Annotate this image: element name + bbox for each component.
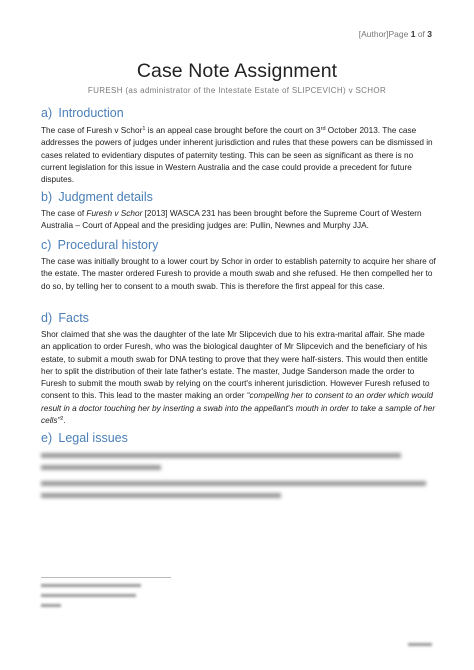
footnote-item [41, 604, 61, 607]
page-total: 3 [427, 29, 432, 39]
facts-paragraph: Shor claimed that she was the daughter of the late Mr Slipcevich due to his extra-marital affair. She made an application to order Furesh, who was the biological daughter of Mr Slipcevich and the beneficiary of his estate, to submit a mouth swab for DNA testing to prove that they were half-sisters. This would then entitle her to split the distribution of their late father's estate. The master, Judge Sanderson made the order to Furesh to submit the mouth swab by relying on the court's inherent jurisdiction. However Furesh refused to consent to this. This lead to the master making an order “compelling her to consent to an order which would result in a doctor touching her by inserting a swab into the appellant's mouth in order to take a sample of her cells”$^2$. [41, 330, 436, 426]
facts-quote: “compelling her to consent to an order which would result in a doctor touching her by inserting a swab into the appellant's mouth in order to take a sample of her cells” [41, 391, 436, 426]
blurred-paragraph [41, 478, 436, 498]
document-title: Case Note Assignment [136, 60, 338, 82]
page-header: [Author]Page 1 of 3 [358, 29, 432, 39]
author-tag: [Author] [358, 29, 389, 39]
footnote-divider [41, 577, 171, 578]
heading-procedural-history: c) Procedural history [41, 238, 159, 252]
blurred-paragraph [41, 450, 436, 470]
case-name: Furesh v Schor [86, 209, 143, 218]
introduction-paragraph: The case of Furesh v Schor$^1$ is an appeal case brought before the court on 3rd October 2013. The case addresses the powers of judges under inherent jurisdiction and rules that these powers can be dismissed in cases related to evidentiary disputes of paternity testing. This can be seen as significant as there is no current legislation for this issue in Western Australia and the case could provide a precedent for future disputes. [41, 126, 433, 185]
heading-introduction: a) Introduction [41, 106, 124, 120]
footnote-ref-2[interactable]: 2 [60, 416, 64, 423]
heading-judgment-details: b) Judgment details [41, 190, 153, 204]
heading-facts: d) Facts [41, 311, 89, 325]
footnote-item [41, 584, 141, 587]
judgment-paragraph: The case of Furesh v Schor [2013] WASCA 231 has been brought before the Supreme Court of Western Australia – Court of Appeal and the presiding judges are: Pullin, Newnes and Murphy JJA. [41, 209, 422, 231]
footnote-item [41, 594, 136, 597]
page-number: 1 [410, 29, 416, 39]
page-footer [408, 643, 432, 646]
document-subtitle: FURESH (as administrator of the Intestate Estate of SLIPCEVICH) v SCHOR [87, 86, 387, 95]
heading-legal-issues: e) Legal issues [41, 431, 128, 445]
footnote-ref-1[interactable]: 1 [142, 126, 146, 132]
procedural-paragraph: The case was initially brought to a lower court by Schor in order to establish paternity to acquire her share of the estate. The master ordered Furesh to provide a mouth swab and she refused. He then compelled her to do so, by telling her to consent to a mouth swab. This is therefore the first appeal for this case. [41, 257, 436, 291]
